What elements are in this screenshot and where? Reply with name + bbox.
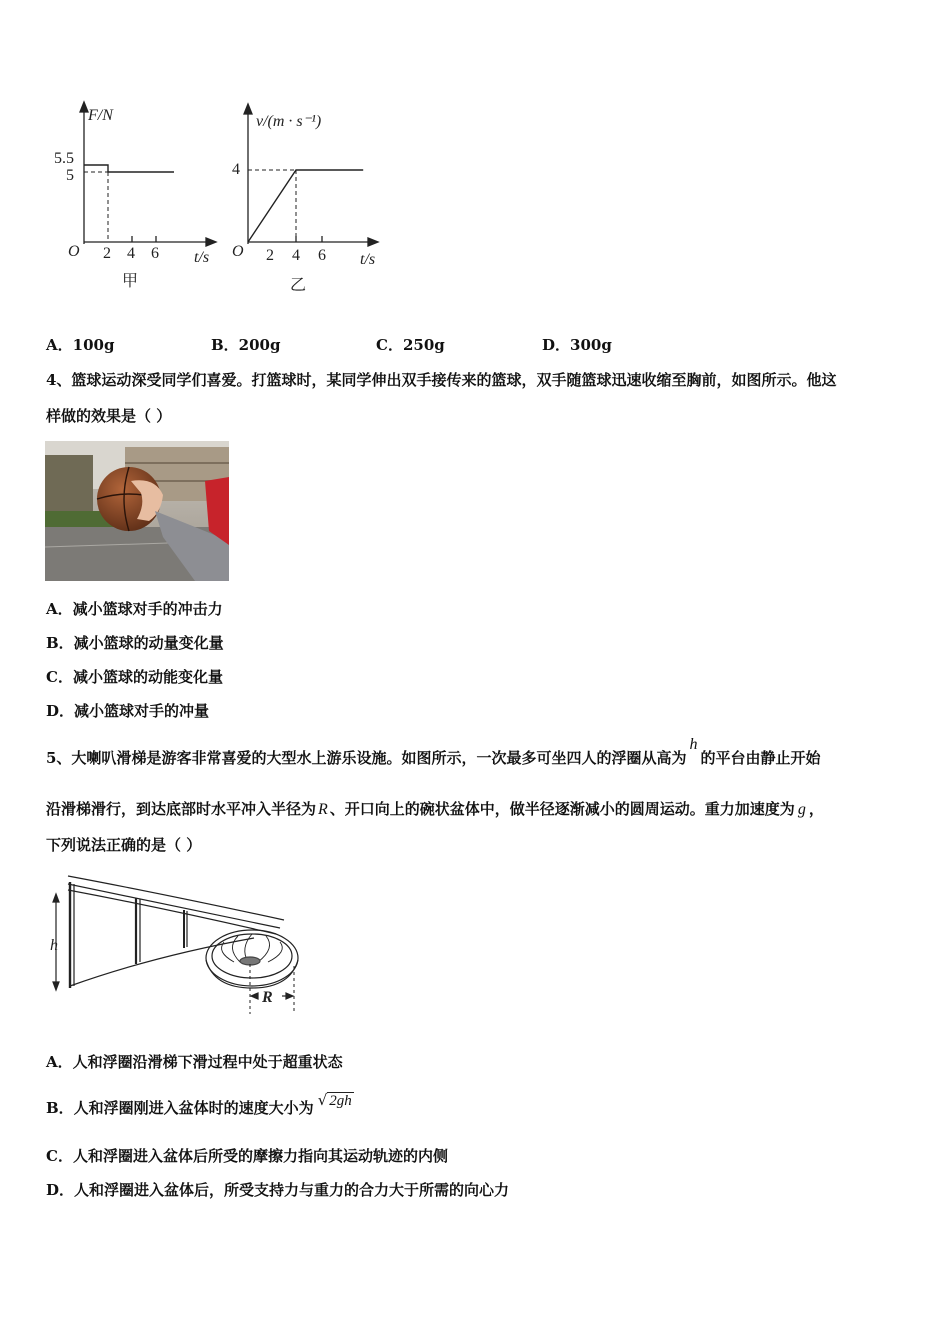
sqrt-radicand: 2gh <box>329 1093 352 1109</box>
q5-stem-line2-a: 沿滑梯滑行，到达底部时水平冲入半径为 <box>46 800 317 818</box>
yi-tick-2: 2 <box>266 247 274 264</box>
q3-option-d[interactable]: D．300g <box>542 336 612 354</box>
q3-option-b[interactable]: B．200g <box>211 336 281 354</box>
q4-option-a[interactable]: A．减小篮球对手的冲击力 <box>46 600 223 618</box>
q5-stem-line1-b: 的平台由静止开始 <box>700 749 821 767</box>
q5-option-b-text: B．人和浮圈刚进入盆体时的速度大小为 <box>46 1099 314 1117</box>
q5-var-h: h <box>689 736 698 753</box>
yi-x-label: t/s <box>360 251 376 268</box>
yi-y-label: v/(m · s⁻¹) <box>256 113 322 130</box>
q5-stem-line2 <box>46 802 824 818</box>
q5-stem-line2-b: 、开口向上的碗状盆体中，做半径逐渐减小的圆周运动。重力加速度为 <box>329 800 795 818</box>
q5-stem-line1-a: 5、大喇叭滑梯是游客非常喜爱的大型水上游乐设施。如图所示，一次最多可坐四人的浮圈从高为 <box>46 749 687 767</box>
slide-diagram <box>44 864 306 1014</box>
sqrt-formula <box>318 1091 354 1109</box>
q5-option-a[interactable]: A．人和浮圈沿滑梯下滑过程中处于超重状态 <box>46 1053 343 1071</box>
slide-label-R: R <box>262 989 273 1006</box>
q5-stem-line3: 下列说法正确的是（ ） <box>46 836 202 854</box>
sqrt-radical-icon: √ <box>317 1091 328 1109</box>
q4-stem-line2: 样做的效果是（ ） <box>46 407 172 425</box>
graph-yi <box>228 98 418 298</box>
q5-stem-line2-c: ， <box>808 800 824 818</box>
jia-tick-5: 5 <box>66 167 74 184</box>
jia-y-label: F/N <box>88 107 113 124</box>
jia-force-line <box>84 165 174 172</box>
q3-option-c[interactable]: C．250g <box>376 336 445 354</box>
yi-velocity-line <box>248 170 363 242</box>
q5-option-b[interactable] <box>46 1091 354 1117</box>
q4-stem-line1: 4、篮球运动深受同学们喜爱。打篮球时，某同学伸出双手接传来的篮球，双手随篮球迅速收缩至胸前，如图所示。他这 <box>46 371 837 389</box>
q5-var-R: R <box>318 801 328 818</box>
jia-tick-5-5: 5.5 <box>54 150 74 167</box>
jia-x-label: t/s <box>194 249 210 266</box>
jia-caption: 甲 <box>122 273 139 290</box>
q5-option-c[interactable]: C．人和浮圈进入盆体后所受的摩擦力指向其运动轨迹的内侧 <box>46 1147 448 1165</box>
q4-option-c[interactable]: C．减小篮球的动能变化量 <box>46 668 223 686</box>
q5-stem-line1 <box>46 736 821 767</box>
yi-tick-4: 4 <box>232 161 240 178</box>
yi-origin: O <box>232 243 244 260</box>
q4-option-b[interactable]: B．减小篮球的动量变化量 <box>46 634 224 652</box>
slide-label-h: h <box>50 937 58 954</box>
jia-origin: O <box>68 243 80 260</box>
graph-jia <box>40 98 230 298</box>
jia-tick-6: 6 <box>151 245 159 262</box>
q4-option-d[interactable]: D．减小篮球对手的冲量 <box>46 702 210 720</box>
yi-tick-4x: 4 <box>292 247 300 264</box>
yi-tick-6: 6 <box>318 247 326 264</box>
jia-tick-4: 4 <box>127 245 135 262</box>
q5-option-d[interactable]: D．人和浮圈进入盆体后，所受支持力与重力的合力大于所需的向心力 <box>46 1181 510 1199</box>
yi-caption: 乙 <box>290 277 307 294</box>
jia-tick-2: 2 <box>103 245 111 262</box>
q5-var-g: g <box>797 801 806 818</box>
basketball-photo <box>45 441 229 581</box>
q3-option-a[interactable]: A．100g <box>46 336 115 354</box>
